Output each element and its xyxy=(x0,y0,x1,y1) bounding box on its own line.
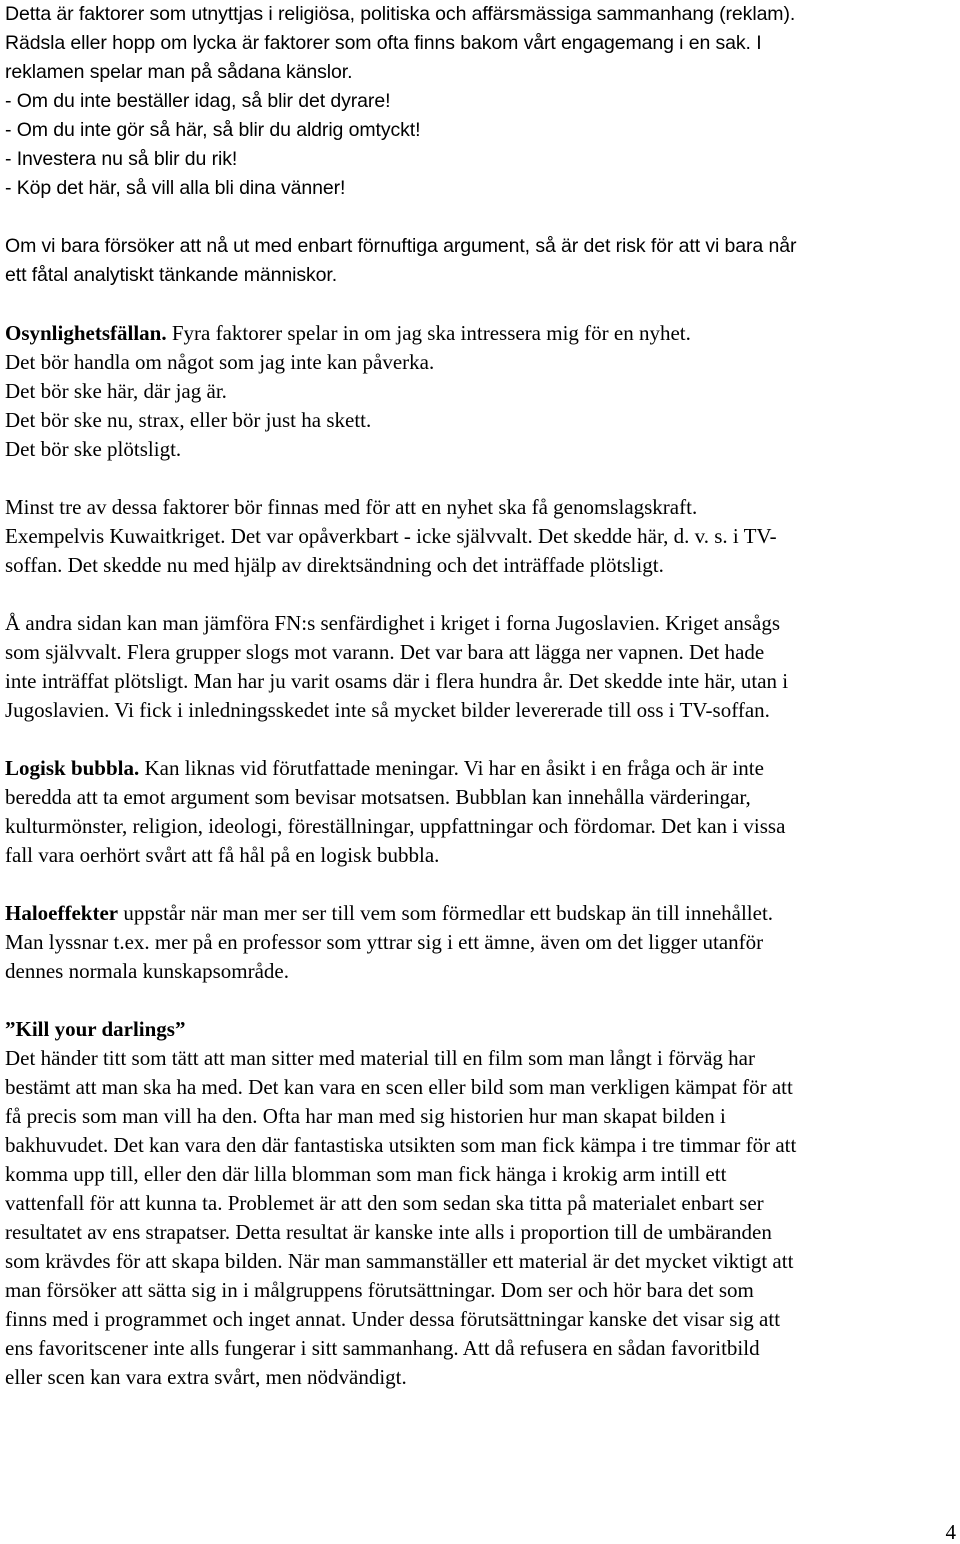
text-line: dennes normala kunskapsområde. xyxy=(5,959,290,983)
text-span: Kan liknas vid förutfattade meningar. Vi har en åsikt i en fråga och är inte xyxy=(139,756,764,780)
text-line: - Om du inte gör så här, så blir du aldrig omtyckt! xyxy=(5,119,421,141)
logisk-paragraph xyxy=(5,754,957,870)
section-heading: Osynlighetsfällan. xyxy=(5,321,167,345)
text-span: uppstår när man mer ser till vem som förmedlar ett budskap än till innehållet. xyxy=(118,901,774,925)
argument-paragraph xyxy=(5,232,957,290)
text-line: beredda att ta emot argument som bevisar motsatsen. Bubblan kan innehålla värderingar, xyxy=(5,785,751,809)
text-line: ett fåtal analytiskt tänkande människor. xyxy=(5,264,338,286)
text-line: som krävdes för att skapa bilden. När man sammanställer ett material är det mycket viktigt att xyxy=(5,1249,794,1273)
text-line: vattenfall för att kunna ta. Problemet är att den som sedan ska titta på materialet enbart ser xyxy=(5,1191,764,1215)
section-heading: Haloeffekter xyxy=(5,901,119,925)
kill-paragraph xyxy=(5,1015,957,1392)
section-heading: Logisk bubbla. xyxy=(5,756,140,780)
osynlighet-paragraph xyxy=(5,319,957,464)
text-line: Rädsla eller hopp om lycka är faktorer som ofta finns bakom vårt engagemang i en sak. I xyxy=(5,32,762,54)
text-line: soffan. Det skedde nu med hjälp av direktsändning och det inträffade plötsligt. xyxy=(5,553,664,577)
text-line: - Om du inte beställer idag, så blir det dyrare! xyxy=(5,90,391,112)
page-number: 4 xyxy=(945,1520,956,1544)
text-line: Man lyssnar t.ex. mer på en professor som yttrar sig i ett ämne, även om det ligger utanför xyxy=(5,930,764,954)
text-line: man försöker att sätta sig in i målgruppens förutsättningar. Dom ser och hör bara det som xyxy=(5,1278,754,1302)
text-line: Det händer titt som tätt att man sitter med material till en film som man långt i förväg har xyxy=(5,1046,755,1070)
text-line: som självvalt. Flera grupper slogs mot varann. Det var bara att lägga ner vapnen. Det hade xyxy=(5,640,765,664)
intro-paragraph xyxy=(5,0,957,203)
section-heading: ”Kill your darlings” xyxy=(5,1017,186,1041)
text-line xyxy=(5,754,957,783)
text-line: Om vi bara försöker att nå ut med enbart förnuftiga argument, så är det risk för att vi bara når xyxy=(5,235,797,257)
text-line: Det bör ske här, där jag är. xyxy=(5,379,227,403)
text-line: Minst tre av dessa faktorer bör finnas med för att en nyhet ska få genomslagskraft. xyxy=(5,495,698,519)
text-line xyxy=(5,319,957,348)
text-line: Det bör ske nu, strax, eller bör just ha skett. xyxy=(5,408,372,432)
text-line: Jugoslavien. Vi fick i inledningsskedet inte så mycket bilder levererade till oss i TV-soffan. xyxy=(5,698,770,722)
text-line: - Köp det här, så vill alla bli dina vänner! xyxy=(5,177,346,199)
text-line: kulturmönster, religion, ideologi, föreställningar, uppfattningar och fördomar. Det kan i vissa xyxy=(5,814,786,838)
kuwait-paragraph xyxy=(5,493,957,580)
text-line: eller scen kan vara extra svårt, men nödvändigt. xyxy=(5,1365,407,1389)
text-line: Det bör handla om något som jag inte kan påverka. xyxy=(5,350,435,374)
text-line: resultatet av ens strapatser. Detta resultat är kanske inte alls i proportion till de umbäranden xyxy=(5,1220,772,1244)
text-span: Fyra faktorer spelar in om jag ska intressera mig för en nyhet. xyxy=(166,321,691,345)
halo-paragraph xyxy=(5,899,957,986)
text-line: finns med i programmet och inget annat. Under dessa förutsättningar kanske det visar sig att xyxy=(5,1307,781,1331)
text-line: fall vara oerhört svårt att få hål på en logisk bubbla. xyxy=(5,843,440,867)
jugoslavien-paragraph xyxy=(5,609,957,725)
text-line: ens favoritscener inte alls fungerar i sitt sammanhang. Att då refusera en sådan favoritbild xyxy=(5,1336,760,1360)
text-line: Detta är faktorer som utnyttjas i religiösa, politiska och affärsmässiga sammanhang (reklam). xyxy=(5,3,796,25)
text-line: inte inträffat plötsligt. Man har ju varit osams där i flera hundra år. Det skedde inte här, utan i xyxy=(5,669,789,693)
text-line: Det bör ske plötsligt. xyxy=(5,437,182,461)
text-line: reklamen spelar man på sådana känslor. xyxy=(5,61,353,83)
text-line: komma upp till, eller den där lilla blomman som man fick hänga i krokig arm intill ett xyxy=(5,1162,727,1186)
text-line: Exempelvis Kuwaitkriget. Det var opåverkbart - icke självvalt. Det skedde här, d. v. s. i TV- xyxy=(5,524,777,548)
document-page xyxy=(5,0,957,1392)
text-line: Å andra sidan kan man jämföra FN:s senfärdighet i kriget i forna Jugoslavien. Kriget ansågs xyxy=(5,611,781,635)
text-line: - Investera nu så blir du rik! xyxy=(5,148,238,170)
text-line xyxy=(5,899,957,928)
text-line: bakhuvudet. Det kan vara den där fantastiska utsikten som man fick kämpa i tre timmar för att xyxy=(5,1133,797,1157)
text-line: få precis som man vill ha den. Ofta har man med sig historien hur man skapat bilden i xyxy=(5,1104,726,1128)
text-line: bestämt att man ska ha med. Det kan vara en scen eller bild som man verkligen kämpat för att xyxy=(5,1075,793,1099)
